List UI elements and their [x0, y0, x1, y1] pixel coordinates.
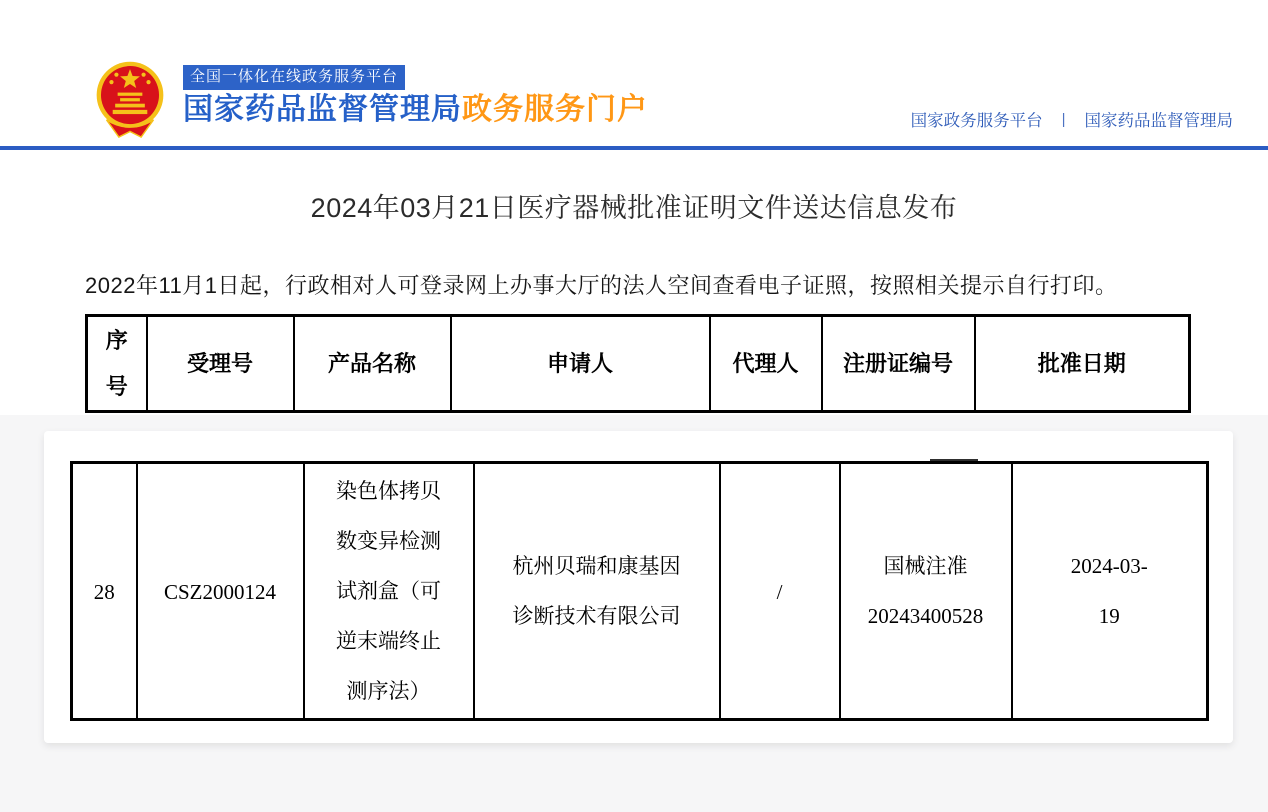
col-header-product-name: 产品名称 — [294, 316, 451, 412]
cell-approval-date-value: 2024-03-19 — [1070, 554, 1148, 628]
col-header-agent: 代理人 — [710, 316, 822, 412]
cell-seq-value: 28 — [93, 580, 115, 605]
nav-separator: | — [1061, 110, 1066, 128]
site-header — [0, 0, 1268, 146]
header-row — [87, 316, 1190, 412]
col-header-acceptance-no: 受理号 — [147, 316, 294, 412]
col-header-seq — [87, 316, 147, 412]
cell-seq — [72, 463, 137, 720]
cell-agent — [720, 463, 840, 720]
nav-link-nmpa[interactable]: 国家药品监督管理局 — [1084, 112, 1233, 130]
approval-table-body — [70, 461, 1209, 721]
notice-text: 2022年11月1日起，行政相对人可登录网上办事大厅的法人空间查看电子证照，按照相关提示自行打印。 — [85, 273, 1118, 298]
approval-table-body-card — [44, 431, 1233, 743]
platform-badge: 全国一体化在线政务服务平台 — [183, 65, 405, 90]
cell-approval-date — [1012, 463, 1208, 720]
cell-acceptance-no-value: CSZ2000124 — [163, 580, 276, 605]
cell-applicant — [474, 463, 720, 720]
cell-acceptance-no — [137, 463, 304, 720]
cell-agent-value: / — [776, 580, 783, 605]
cell-applicant-value: 杭州贝瑞和康基因诊断技术有限公司 — [512, 554, 681, 628]
cell-registration-no-value: 国械注准20243400528 — [867, 554, 984, 628]
top-nav — [911, 92, 1233, 146]
col-header-approval-date: 批准日期 — [975, 316, 1190, 412]
nav-link-national-gov-service-platform[interactable]: 国家政务服务平台 — [910, 112, 1043, 130]
brand[interactable] — [90, 58, 648, 146]
brand-title — [183, 92, 648, 128]
approval-table-header — [85, 314, 1191, 413]
portal-name: 政务服务门户 — [462, 93, 648, 126]
col-header-applicant: 申请人 — [451, 316, 710, 412]
table-row — [72, 463, 1208, 720]
brand-text — [183, 65, 648, 128]
cell-product-name-value: 染色体拷贝数变异检测试剂盒（可逆末端终止测序法） — [336, 479, 441, 703]
page-title: 2024年03月21日医疗器械批准证明文件送达信息发布 — [310, 193, 958, 223]
site-name: 国家药品监督管理局 — [183, 93, 462, 126]
china-national-emblem-icon — [90, 58, 170, 142]
col-header-registration-no: 注册证编号 — [822, 316, 975, 412]
col-header-seq-label: 序号 — [105, 327, 128, 399]
cell-product-name — [304, 463, 474, 720]
header-divider-line — [0, 146, 1268, 150]
cell-registration-no — [840, 463, 1012, 720]
